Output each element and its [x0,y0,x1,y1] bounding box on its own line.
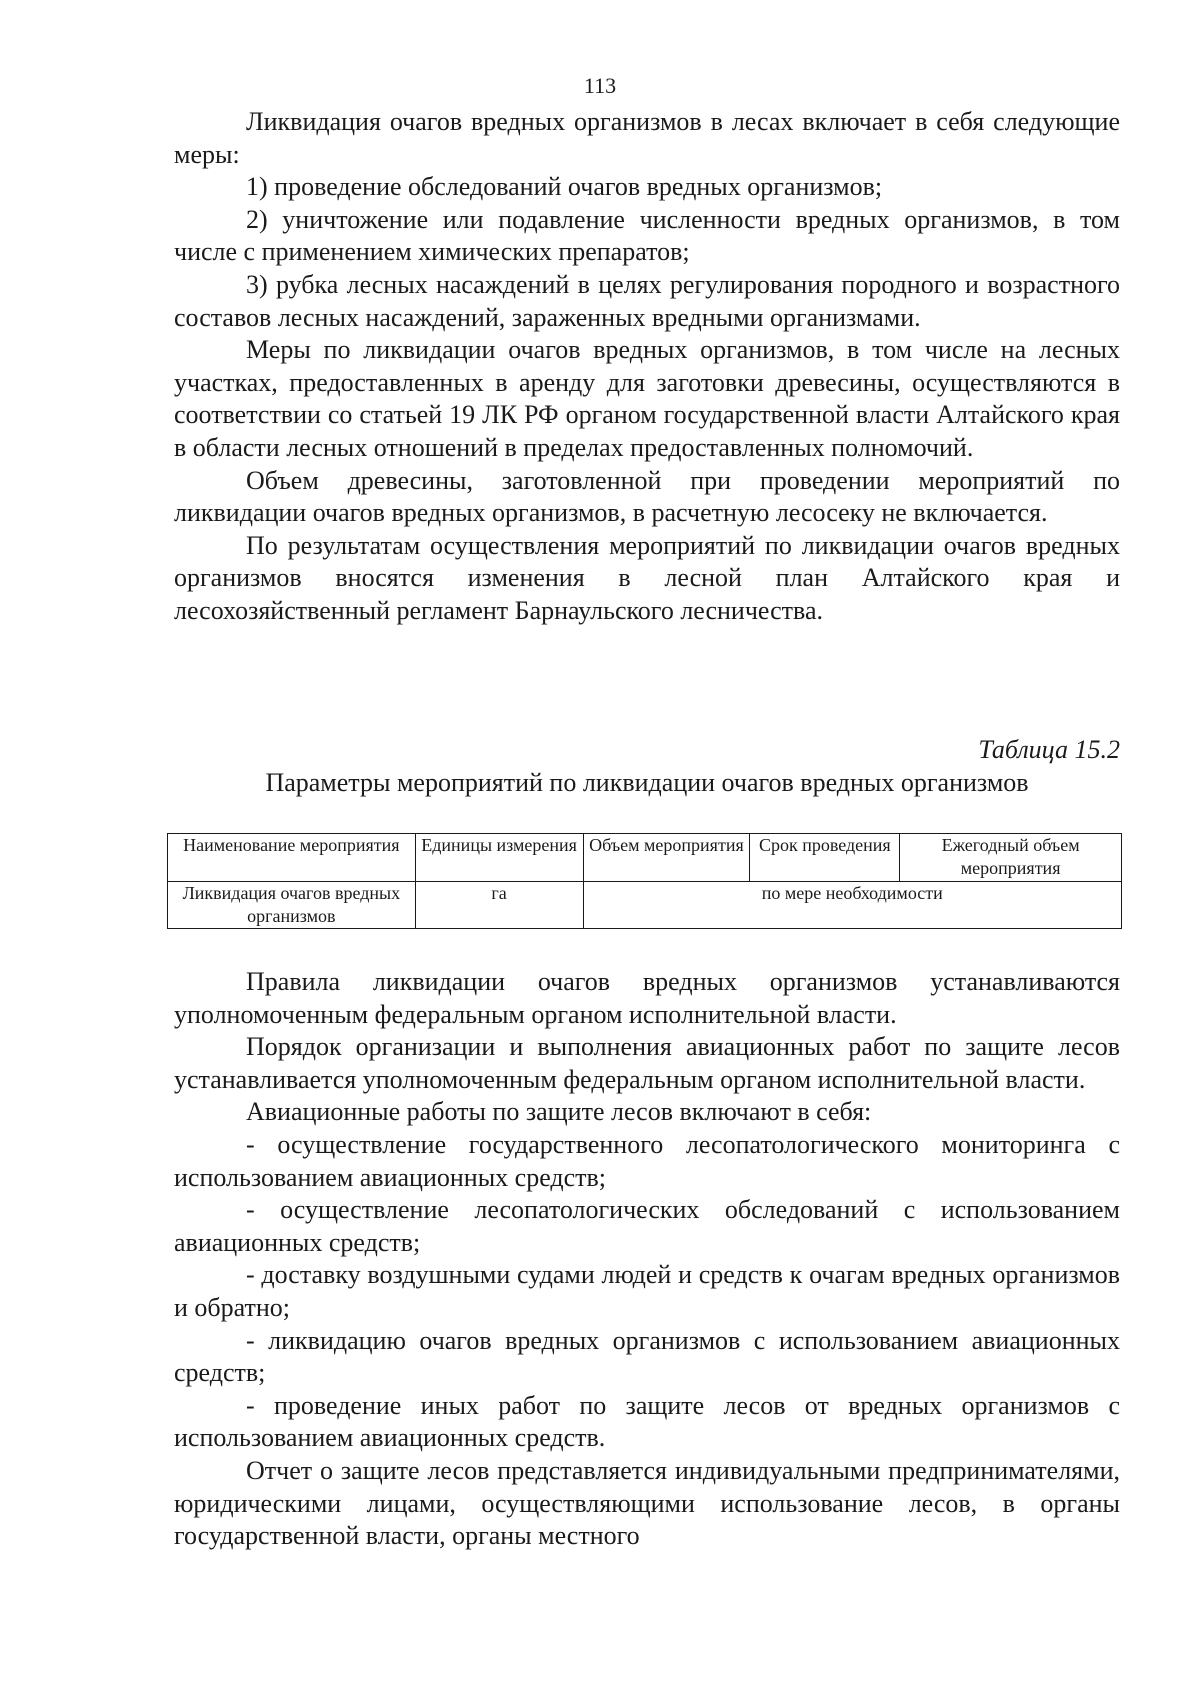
list-item: - проведение иных работ по защите лесов от вредных организмов с использованием авиационных средств. [174,1390,1120,1453]
list-item: - ликвидацию очагов вредных организмов с использованием авиационных средств; [174,1325,1120,1388]
paragraph: Правила ликвидации очагов вредных организмов устанавливаются уполномоченным федеральным органом исполнительной власти. [174,967,1120,1029]
paragraph: Ликвидация очагов вредных организмов в лесах включает в себя следующие меры: [174,107,1120,169]
header-cell-annual-volume: Ежегодный объем мероприятия [900,834,1122,882]
paragraph: Порядок организации и выполнения авиационных работ по защите лесов устанавливается уполномоченным федеральным органом исполнительной власти. [174,1032,1120,1094]
header-cell-volume: Объем мероприятия [583,834,750,882]
paragraph: 2) уничтожение или подавление численности вредных организмов, в том числе с применением химических препаратов; [174,204,1120,267]
list-item: - доставку воздушными судами людей и средств к очагам вредных организмов и обратно; [174,1260,1120,1322]
table-row [168,882,1122,929]
header-cell-unit: Единицы измерения [415,834,583,882]
parameters-table [167,833,1122,929]
table-caption: Таблица 15.2 [978,735,1120,764]
paragraph: По результатам осуществления мероприятий по ликвидации очагов вредных организмов вносятся изменения в лесной план Алтайского края и лесохозяйственный регламент Барнаульского лесничества. [174,530,1120,625]
text-block-bottom [174,966,1120,1553]
page-number: 113 [583,73,617,98]
table-title: Параметры мероприятий по ликвидации очагов вредных организмов [265,768,1029,797]
paragraph: Меры по ликвидации очагов вредных организмов, в том числе на лесных участках, предоставленных в аренду для заготовки древесины, осуществляются в соответствии со статьей 19 ЛК РФ органом государственной власти Алтайского края в области лесных отношений в пределах предоставленных полномочий. [174,335,1120,462]
paragraph: Авиационные работы по защите лесов включают в себя: [246,1097,872,1127]
table-header-row [168,834,1122,882]
cell-as-needed: по мере необходимости [583,882,1121,929]
paragraph: Отчет о защите лесов представляется индивидуальными предпринимателями, юридическими лицами, осуществляющими использование лесов, в органы государственной власти, органы местного [174,1455,1120,1551]
list-item: - осуществление государственного лесопатологического мониторинга с использованием авиационных средств; [174,1129,1120,1192]
paragraph: 1) проведение обследований очагов вредных организмов; [246,172,883,202]
cell-unit: га [415,882,583,929]
header-cell-name: Наименование мероприятия [168,834,416,882]
paragraph: Объем древесины, заготовленной при проведении мероприятий по ликвидации очагов вредных организмов, в расчетную лесосеку не включается. [174,465,1120,528]
list-item: - осуществление лесопатологических обследований с использованием авиационных средств; [174,1195,1120,1257]
header-cell-term: Срок проведения [750,834,900,882]
text-block-top [174,106,1120,628]
cell-activity-name: Ликвидация очагов вредных организмов [168,882,416,929]
paragraph: 3) рубка лесных насаждений в целях регулирования породного и возрастного составов лесных насаждений, зараженных вредными организмами. [174,269,1120,332]
